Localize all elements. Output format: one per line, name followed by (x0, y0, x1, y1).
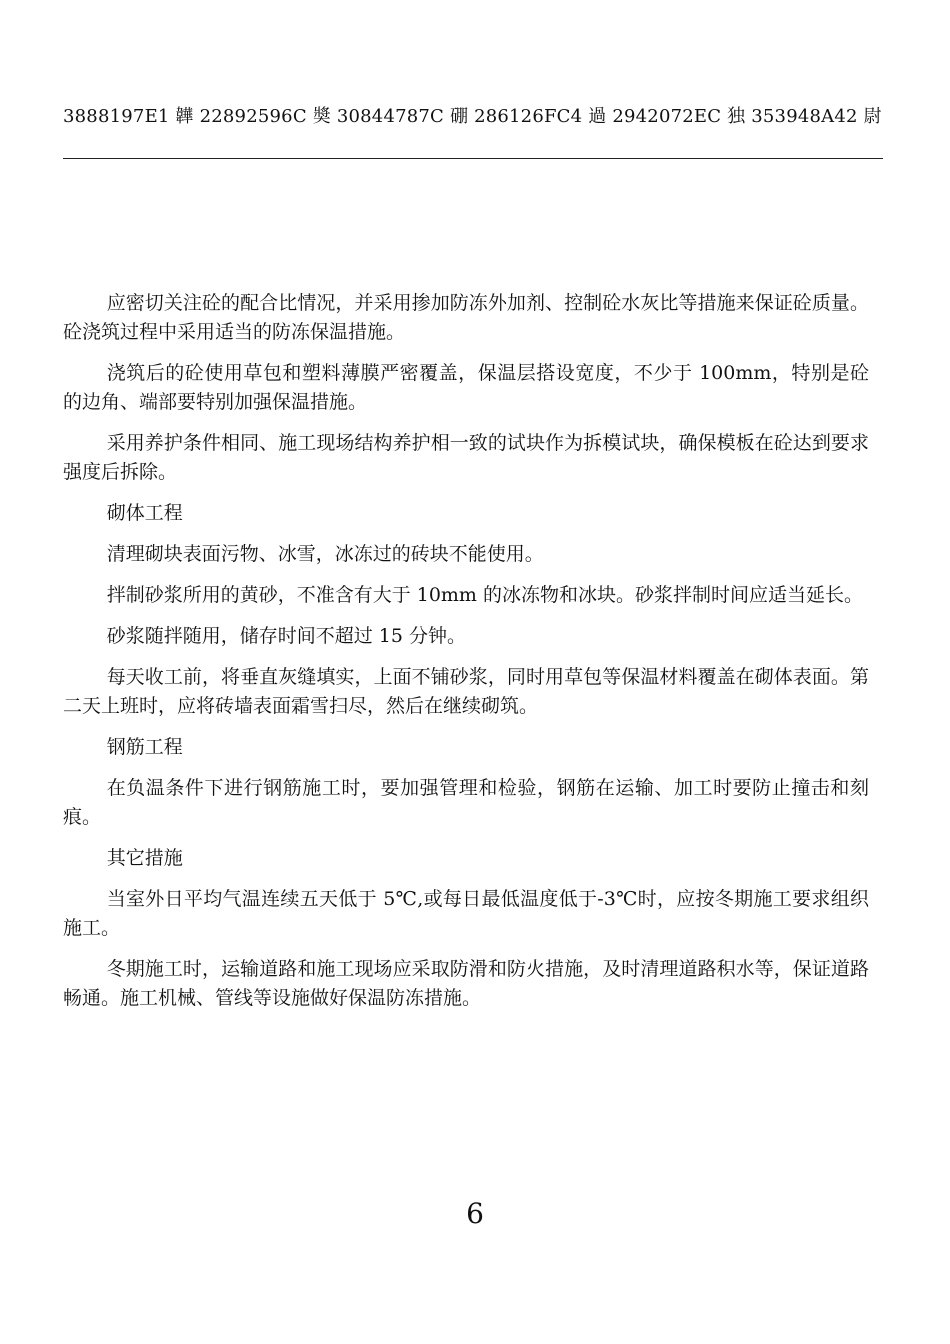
paragraph-concrete-mix: 应密切关注砼的配合比情况，并采用掺加防冻外加剂、控制砼水灰比等措施来保证砼质量。砼浇筑过程中采用适当的防冻保温措施。 (63, 292, 869, 343)
paragraph-winter-threshold: 当室外日平均气温连续五天低于 5℃,或每日最低温度低于-3℃时，应按冬期施工要求组织施工。 (63, 888, 869, 939)
paragraph-winter-roads: 冬期施工时，运输道路和施工现场应采取防滑和防火措施，及时清理道路积水等，保证道路畅通。施工机械、管线等设施做好保温防冻措施。 (63, 958, 869, 1009)
paragraph-clean-blocks: 清理砌块表面污物、冰雪，冰冻过的砖块不能使用。 (106, 543, 544, 565)
section-heading-masonry: 砌体工程 (106, 502, 183, 524)
paragraph-end-of-day: 每天收工前，将垂直灰缝填实，上面不铺砂浆，同时用草包等保温材料覆盖在砌体表面。第二天上班时，应将砖墙表面霜雪扫尽，然后在继续砌筑。 (63, 666, 869, 717)
paragraph-mortar-sand: 拌制砂浆所用的黄砂，不准含有大于 10mm 的冰冻物和冰块。砂浆拌制时间应适当延长。 (106, 584, 863, 606)
paragraph-rebar-handling: 在负温条件下进行钢筋施工时，要加强管理和检验，钢筋在运输、加工时要防止撞击和刻痕。 (63, 777, 869, 828)
section-heading-rebar: 钢筋工程 (106, 736, 183, 758)
paragraph-mortar-usage: 砂浆随拌随用，储存时间不超过 15 分钟。 (106, 625, 466, 647)
section-heading-other: 其它措施 (106, 847, 183, 869)
document-body (63, 289, 869, 1025)
page-number: 6 (466, 1197, 484, 1230)
paragraph-test-blocks: 采用养护条件相同、施工现场结构养护相一致的试块作为拆模试块，确保模板在砼达到要求强度后拆除。 (63, 432, 869, 483)
header-divider (63, 158, 883, 159)
page-header: 3888197E1 韡 22892596C 奬 30844787C 硼 286126FC4 過 2942072EC 独 353948A42 尉 (63, 106, 882, 127)
paragraph-concrete-cover: 浇筑后的砼使用草包和塑料薄膜严密覆盖，保温层搭设宽度，不少于 100mm，特别是砼的边角、端部要特别加强保温措施。 (63, 362, 869, 413)
